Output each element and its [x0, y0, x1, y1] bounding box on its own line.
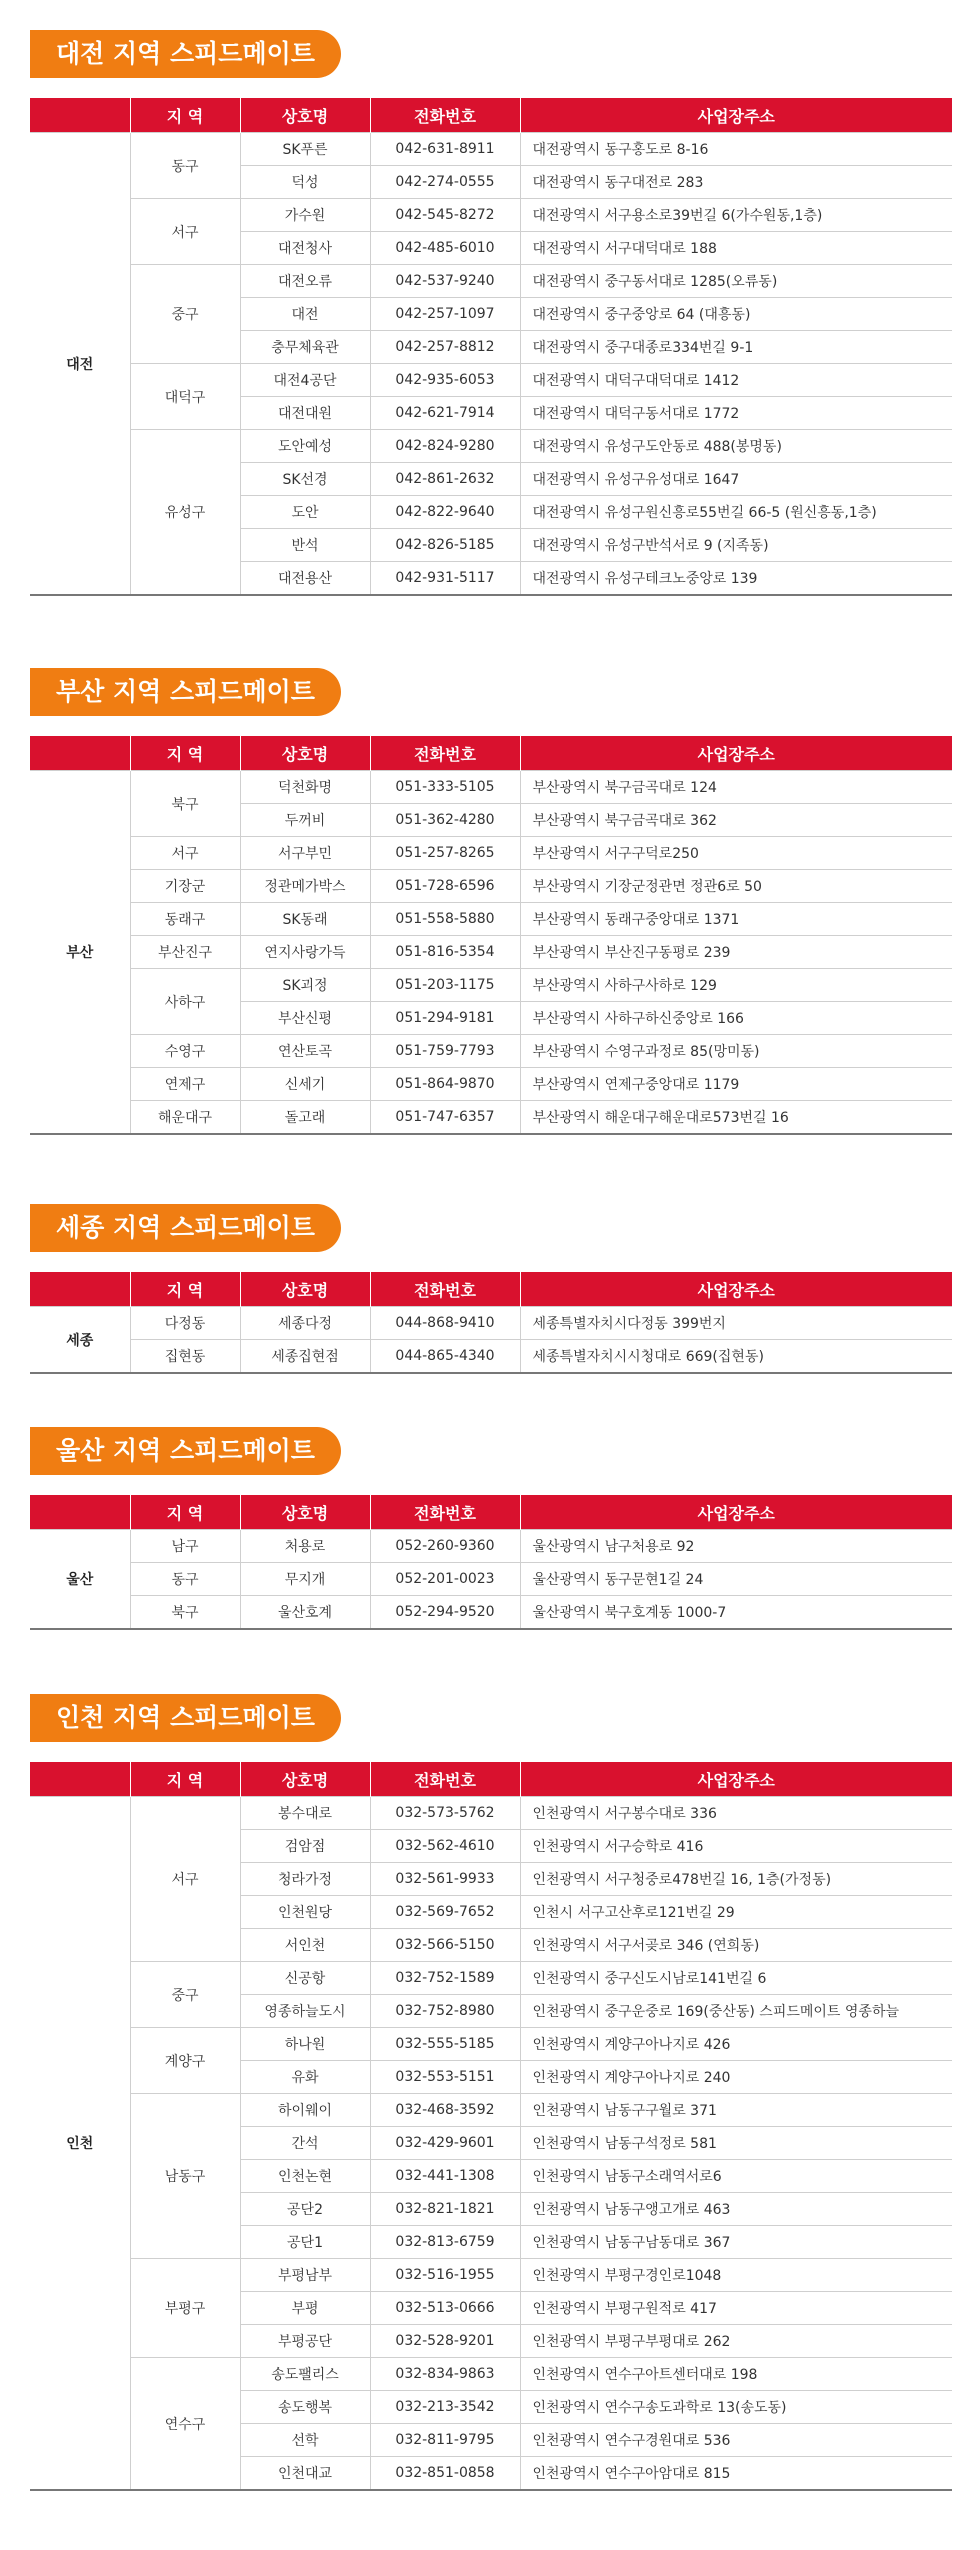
phone-cell: 032-528-9201: [370, 2325, 520, 2358]
column-header: 전화번호: [370, 1495, 520, 1530]
column-header: 지 역: [130, 1272, 240, 1307]
phone-cell: 051-747-6357: [370, 1101, 520, 1135]
header-blank-cell: [30, 736, 130, 771]
address-cell: 인천광역시 부평구원적로 417: [520, 2292, 952, 2325]
table-row: [30, 430, 952, 463]
phone-cell: 032-569-7652: [370, 1896, 520, 1929]
table-header-row: [30, 1272, 952, 1307]
store-table: [30, 98, 952, 596]
address-cell: 울산광역시 남구처용로 92: [520, 1530, 952, 1563]
address-cell: 인천광역시 중구운중로 169(중산동) 스피드메이트 영종하늘: [520, 1995, 952, 2028]
phone-cell: 042-257-1097: [370, 298, 520, 331]
phone-cell: 042-537-9240: [370, 265, 520, 298]
table-row: [30, 1596, 952, 1630]
district-cell: 북구: [130, 1596, 240, 1630]
region-title: 대전 지역 스피드메이트: [30, 30, 341, 78]
phone-cell: 032-566-5150: [370, 1929, 520, 1962]
table-row: [30, 199, 952, 232]
region-title: 세종 지역 스피드메이트: [30, 1204, 341, 1252]
store-name-cell: 영종하늘도시: [240, 1995, 370, 2028]
store-name-cell: 충무체육관: [240, 331, 370, 364]
phone-cell: 032-752-8980: [370, 1995, 520, 2028]
region-section: [30, 1427, 952, 1621]
region-title: 인천 지역 스피드메이트: [30, 1694, 341, 1742]
phone-cell: 044-868-9410: [370, 1307, 520, 1340]
store-name-cell: SK동래: [240, 903, 370, 936]
district-cell: 중구: [130, 265, 240, 364]
address-cell: 인천광역시 계양구아나지로 240: [520, 2061, 952, 2094]
district-cell: 부평구: [130, 2259, 240, 2358]
address-cell: 인천광역시 부평구경인로1048: [520, 2259, 952, 2292]
district-cell: 계양구: [130, 2028, 240, 2094]
table-row: [30, 1307, 952, 1340]
store-name-cell: 선학: [240, 2424, 370, 2457]
address-cell: 인천광역시 남동구석정로 581: [520, 2127, 952, 2160]
address-cell: 부산광역시 기장군정관면 정관6로 50: [520, 870, 952, 903]
phone-cell: 032-553-5151: [370, 2061, 520, 2094]
store-name-cell: 대전청사: [240, 232, 370, 265]
region-title: 부산 지역 스피드메이트: [30, 668, 341, 716]
phone-cell: 042-485-6010: [370, 232, 520, 265]
city-cell: 인천: [30, 1797, 130, 2491]
store-name-cell: 두꺼비: [240, 804, 370, 837]
store-name-cell: 대전오류: [240, 265, 370, 298]
store-name-cell: 무지개: [240, 1563, 370, 1596]
address-cell: 인천광역시 남동구구월로 371: [520, 2094, 952, 2127]
address-cell: 세종특별자치시다정동 399번지: [520, 1307, 952, 1340]
phone-cell: 032-513-0666: [370, 2292, 520, 2325]
store-name-cell: 연지사랑가득: [240, 936, 370, 969]
address-cell: 대전광역시 유성구반석서로 9 (지족동): [520, 529, 952, 562]
store-name-cell: SK푸른: [240, 133, 370, 166]
store-name-cell: 대전: [240, 298, 370, 331]
phone-cell: 032-562-4610: [370, 1830, 520, 1863]
address-cell: 대전광역시 서구용소로39번길 6(가수원동,1층): [520, 199, 952, 232]
phone-cell: 032-573-5762: [370, 1797, 520, 1830]
address-cell: 대전광역시 서구대덕대로 188: [520, 232, 952, 265]
table-header-row: [30, 1762, 952, 1797]
store-table: [30, 736, 952, 1135]
column-header: 상호명: [240, 1272, 370, 1307]
address-cell: 인천시 서구고산후로121번길 29: [520, 1896, 952, 1929]
address-cell: 대전광역시 유성구원신흥로55번길 66-5 (원신흥동,1층): [520, 496, 952, 529]
phone-cell: 032-821-1821: [370, 2193, 520, 2226]
phone-cell: 032-752-1589: [370, 1962, 520, 1995]
address-cell: 울산광역시 북구호계동 1000-7: [520, 1596, 952, 1630]
store-name-cell: 도안: [240, 496, 370, 529]
column-header: 상호명: [240, 1762, 370, 1797]
column-header: 전화번호: [370, 736, 520, 771]
table-row: [30, 1035, 952, 1068]
address-cell: 인천광역시 계양구아나지로 426: [520, 2028, 952, 2061]
phone-cell: 042-931-5117: [370, 562, 520, 596]
store-name-cell: 인천논현: [240, 2160, 370, 2193]
store-table: [30, 1272, 952, 1374]
address-cell: 부산광역시 북구금곡대로 124: [520, 771, 952, 804]
address-cell: 인천광역시 연수구아트센터대로 198: [520, 2358, 952, 2391]
district-cell: 부산진구: [130, 936, 240, 969]
store-name-cell: 유화: [240, 2061, 370, 2094]
store-name-cell: 정관메가박스: [240, 870, 370, 903]
address-cell: 대전광역시 중구대종로334번길 9-1: [520, 331, 952, 364]
phone-cell: 042-824-9280: [370, 430, 520, 463]
column-header: 사업장주소: [520, 1495, 952, 1530]
city-cell: 부산: [30, 771, 130, 1135]
address-cell: 인천광역시 남동구앵고개로 463: [520, 2193, 952, 2226]
store-name-cell: 신공항: [240, 1962, 370, 1995]
header-blank-cell: [30, 98, 130, 133]
store-name-cell: 서구부민: [240, 837, 370, 870]
phone-cell: 042-257-8812: [370, 331, 520, 364]
address-cell: 세종특별자치시시청대로 669(집현동): [520, 1340, 952, 1374]
district-cell: 서구: [130, 199, 240, 265]
address-cell: 인천광역시 서구서곶로 346 (연희동): [520, 1929, 952, 1962]
phone-cell: 052-201-0023: [370, 1563, 520, 1596]
table-row: [30, 2259, 952, 2292]
phone-cell: 051-333-5105: [370, 771, 520, 804]
store-name-cell: 처용로: [240, 1530, 370, 1563]
address-cell: 부산광역시 사하구하신중앙로 166: [520, 1002, 952, 1035]
store-name-cell: 공단2: [240, 2193, 370, 2226]
region-section: [30, 30, 952, 587]
store-name-cell: 대전4공단: [240, 364, 370, 397]
district-cell: 다정동: [130, 1307, 240, 1340]
phone-cell: 051-816-5354: [370, 936, 520, 969]
store-name-cell: 부평: [240, 2292, 370, 2325]
address-cell: 인천광역시 남동구남동대로 367: [520, 2226, 952, 2259]
store-name-cell: 대전대원: [240, 397, 370, 430]
phone-cell: 052-260-9360: [370, 1530, 520, 1563]
table-row: [30, 1797, 952, 1830]
column-header: 전화번호: [370, 98, 520, 133]
phone-cell: 044-865-4340: [370, 1340, 520, 1374]
table-row: [30, 2028, 952, 2061]
phone-cell: 042-545-8272: [370, 199, 520, 232]
store-name-cell: 신세기: [240, 1068, 370, 1101]
phone-cell: 042-822-9640: [370, 496, 520, 529]
header-blank-cell: [30, 1495, 130, 1530]
store-name-cell: 대전용산: [240, 562, 370, 596]
phone-cell: 032-441-1308: [370, 2160, 520, 2193]
store-name-cell: 서인천: [240, 1929, 370, 1962]
district-cell: 기장군: [130, 870, 240, 903]
address-cell: 부산광역시 수영구과정로 85(망미동): [520, 1035, 952, 1068]
district-cell: 연수구: [130, 2358, 240, 2491]
store-name-cell: 도안예성: [240, 430, 370, 463]
store-name-cell: 인천원당: [240, 1896, 370, 1929]
header-blank-cell: [30, 1762, 130, 1797]
table-header-row: [30, 1495, 952, 1530]
city-cell: 세종: [30, 1307, 130, 1374]
district-cell: 남동구: [130, 2094, 240, 2259]
address-cell: 인천광역시 연수구아암대로 815: [520, 2457, 952, 2491]
table-row: [30, 936, 952, 969]
table-header-row: [30, 736, 952, 771]
column-header: 사업장주소: [520, 98, 952, 133]
phone-cell: 051-728-6596: [370, 870, 520, 903]
phone-cell: 051-558-5880: [370, 903, 520, 936]
address-cell: 대전광역시 유성구유성대로 1647: [520, 463, 952, 496]
district-cell: 서구: [130, 1797, 240, 1962]
address-cell: 인천광역시 연수구경원대로 536: [520, 2424, 952, 2457]
table-row: [30, 870, 952, 903]
column-header: 상호명: [240, 98, 370, 133]
phone-cell: 042-274-0555: [370, 166, 520, 199]
store-name-cell: 덕성: [240, 166, 370, 199]
table-row: [30, 969, 952, 1002]
phone-cell: 042-861-2632: [370, 463, 520, 496]
table-row: [30, 1068, 952, 1101]
table-row: [30, 2358, 952, 2391]
district-cell: 사하구: [130, 969, 240, 1035]
table-header-row: [30, 98, 952, 133]
table-row: [30, 265, 952, 298]
column-header: 전화번호: [370, 1272, 520, 1307]
table-row: [30, 2094, 952, 2127]
address-cell: 부산광역시 동래구중앙대로 1371: [520, 903, 952, 936]
address-cell: 부산광역시 서구구덕로250: [520, 837, 952, 870]
table-row: [30, 133, 952, 166]
phone-cell: 032-555-5185: [370, 2028, 520, 2061]
address-cell: 인천광역시 중구신도시남로141번길 6: [520, 1962, 952, 1995]
address-cell: 인천광역시 서구봉수대로 336: [520, 1797, 952, 1830]
phone-cell: 032-213-3542: [370, 2391, 520, 2424]
region-section: [30, 668, 952, 1126]
phone-cell: 042-826-5185: [370, 529, 520, 562]
phone-cell: 042-631-8911: [370, 133, 520, 166]
district-cell: 동래구: [130, 903, 240, 936]
store-name-cell: 부평남부: [240, 2259, 370, 2292]
store-name-cell: 부산신평: [240, 1002, 370, 1035]
district-cell: 남구: [130, 1530, 240, 1563]
phone-cell: 032-516-1955: [370, 2259, 520, 2292]
store-name-cell: 송도행복: [240, 2391, 370, 2424]
store-name-cell: 공단1: [240, 2226, 370, 2259]
city-cell: 대전: [30, 133, 130, 596]
store-name-cell: 돌고래: [240, 1101, 370, 1135]
store-name-cell: SK선경: [240, 463, 370, 496]
phone-cell: 051-203-1175: [370, 969, 520, 1002]
address-cell: 인천광역시 서구청중로478번길 16, 1층(가정동): [520, 1863, 952, 1896]
column-header: 지 역: [130, 98, 240, 133]
store-name-cell: 검암점: [240, 1830, 370, 1863]
address-cell: 인천광역시 서구승학로 416: [520, 1830, 952, 1863]
column-header: 사업장주소: [520, 736, 952, 771]
column-header: 사업장주소: [520, 1762, 952, 1797]
store-name-cell: 봉수대로: [240, 1797, 370, 1830]
phone-cell: 052-294-9520: [370, 1596, 520, 1630]
district-cell: 대덕구: [130, 364, 240, 430]
address-cell: 대전광역시 동구홍도로 8-16: [520, 133, 952, 166]
phone-cell: 051-864-9870: [370, 1068, 520, 1101]
district-cell: 집현동: [130, 1340, 240, 1374]
phone-cell: 051-759-7793: [370, 1035, 520, 1068]
store-name-cell: 인천대교: [240, 2457, 370, 2491]
table-row: [30, 1340, 952, 1374]
district-cell: 동구: [130, 1563, 240, 1596]
region-title: 울산 지역 스피드메이트: [30, 1427, 341, 1475]
address-cell: 대전광역시 동구대전로 283: [520, 166, 952, 199]
address-cell: 부산광역시 사하구사하로 129: [520, 969, 952, 1002]
phone-cell: 032-851-0858: [370, 2457, 520, 2491]
store-name-cell: 하나원: [240, 2028, 370, 2061]
address-cell: 대전광역시 중구동서대로 1285(오류동): [520, 265, 952, 298]
column-header: 상호명: [240, 1495, 370, 1530]
table-row: [30, 837, 952, 870]
phone-cell: 042-935-6053: [370, 364, 520, 397]
store-name-cell: 청라가정: [240, 1863, 370, 1896]
table-row: [30, 1962, 952, 1995]
district-cell: 유성구: [130, 430, 240, 596]
store-name-cell: 덕천화명: [240, 771, 370, 804]
district-cell: 연제구: [130, 1068, 240, 1101]
table-row: [30, 1101, 952, 1135]
address-cell: 부산광역시 해운대구해운대로573번길 16: [520, 1101, 952, 1135]
phone-cell: 032-429-9601: [370, 2127, 520, 2160]
address-cell: 대전광역시 유성구도안동로 488(봉명동): [520, 430, 952, 463]
address-cell: 부산광역시 부산진구동평로 239: [520, 936, 952, 969]
phone-cell: 032-813-6759: [370, 2226, 520, 2259]
phone-cell: 032-468-3592: [370, 2094, 520, 2127]
district-cell: 북구: [130, 771, 240, 837]
region-section: [30, 1204, 952, 1365]
header-blank-cell: [30, 1272, 130, 1307]
store-name-cell: 반석: [240, 529, 370, 562]
address-cell: 인천광역시 남동구소래역서로6: [520, 2160, 952, 2193]
store-name-cell: SK괴정: [240, 969, 370, 1002]
store-name-cell: 연산토곡: [240, 1035, 370, 1068]
store-name-cell: 송도팰리스: [240, 2358, 370, 2391]
phone-cell: 051-294-9181: [370, 1002, 520, 1035]
column-header: 사업장주소: [520, 1272, 952, 1307]
column-header: 지 역: [130, 1495, 240, 1530]
table-row: [30, 771, 952, 804]
address-cell: 대전광역시 대덕구동서대로 1772: [520, 397, 952, 430]
table-row: [30, 1530, 952, 1563]
address-cell: 대전광역시 중구중앙로 64 (대흥동): [520, 298, 952, 331]
address-cell: 부산광역시 연제구중앙대로 1179: [520, 1068, 952, 1101]
store-table: [30, 1762, 952, 2491]
district-cell: 동구: [130, 133, 240, 199]
city-cell: 울산: [30, 1530, 130, 1630]
table-row: [30, 1563, 952, 1596]
address-cell: 대전광역시 유성구테크노중앙로 139: [520, 562, 952, 596]
address-cell: 부산광역시 북구금곡대로 362: [520, 804, 952, 837]
store-name-cell: 세종집현점: [240, 1340, 370, 1374]
column-header: 상호명: [240, 736, 370, 771]
address-cell: 울산광역시 동구문현1길 24: [520, 1563, 952, 1596]
district-cell: 해운대구: [130, 1101, 240, 1135]
store-name-cell: 세종다정: [240, 1307, 370, 1340]
district-cell: 중구: [130, 1962, 240, 2028]
address-cell: 인천광역시 연수구송도과학로 13(송도동): [520, 2391, 952, 2424]
phone-cell: 051-257-8265: [370, 837, 520, 870]
phone-cell: 032-834-9863: [370, 2358, 520, 2391]
address-cell: 대전광역시 대덕구대덕대로 1412: [520, 364, 952, 397]
phone-cell: 032-811-9795: [370, 2424, 520, 2457]
store-table: [30, 1495, 952, 1630]
address-cell: 인천광역시 부평구부평대로 262: [520, 2325, 952, 2358]
column-header: 지 역: [130, 1762, 240, 1797]
district-cell: 수영구: [130, 1035, 240, 1068]
store-name-cell: 간석: [240, 2127, 370, 2160]
phone-cell: 042-621-7914: [370, 397, 520, 430]
table-row: [30, 903, 952, 936]
column-header: 지 역: [130, 736, 240, 771]
store-name-cell: 가수원: [240, 199, 370, 232]
store-name-cell: 부평공단: [240, 2325, 370, 2358]
column-header: 전화번호: [370, 1762, 520, 1797]
phone-cell: 051-362-4280: [370, 804, 520, 837]
district-cell: 서구: [130, 837, 240, 870]
store-name-cell: 울산호계: [240, 1596, 370, 1630]
table-row: [30, 364, 952, 397]
region-section: [30, 1694, 952, 2482]
store-name-cell: 하이웨이: [240, 2094, 370, 2127]
phone-cell: 032-561-9933: [370, 1863, 520, 1896]
